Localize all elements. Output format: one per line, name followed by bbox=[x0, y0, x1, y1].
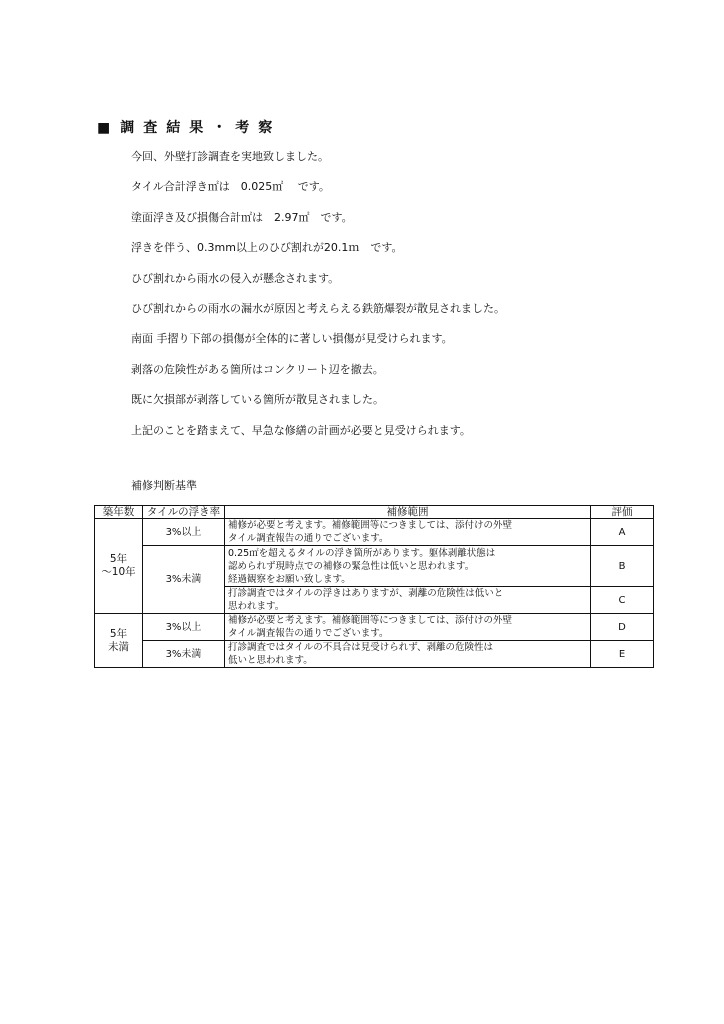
finding-item: ひび割れから雨水の侵入が懸念されます。 bbox=[131, 271, 340, 285]
scope-line: タイル調査報告の通りでございます。 bbox=[228, 628, 389, 639]
table-row bbox=[95, 519, 654, 546]
float-rate-cell: 3%未満 bbox=[143, 546, 225, 614]
age-line: ～10年 bbox=[101, 566, 136, 578]
scope-line: タイル調査報告の通りでございます。 bbox=[228, 533, 389, 544]
square-bullet-icon: ■ bbox=[97, 120, 111, 136]
scope-cell bbox=[225, 546, 591, 587]
finding-item: 浮きを伴う、0.3mm以上のひび割れが20.1ｍ です。 bbox=[131, 241, 403, 255]
grade-cell: B bbox=[591, 546, 654, 587]
scope-cell bbox=[225, 614, 591, 641]
grade-cell: C bbox=[591, 587, 654, 614]
finding-item: 塗面浮き及び損傷合計㎡は 2.97㎡ です。 bbox=[131, 210, 353, 224]
scope-line: 補修が必要と考えます。補修範囲等につきましては、添付けの外壁 bbox=[228, 520, 513, 531]
repair-criteria-table bbox=[94, 505, 654, 668]
finding-item: 今回、外壁打診調査を実地致しました。 bbox=[131, 150, 329, 163]
finding-item: 南面 手摺り下部の損傷が全体的に著しい損傷が見受けられます。 bbox=[131, 332, 453, 346]
finding-item: 既に欠損部が剥落している箇所が散見されました。 bbox=[131, 393, 384, 407]
findings-list bbox=[131, 150, 505, 454]
scope-cell bbox=[225, 519, 591, 546]
float-rate-cell: 3%未満 bbox=[143, 641, 225, 668]
table-header-row bbox=[95, 506, 654, 519]
scope-line: 思われます。 bbox=[228, 601, 285, 612]
header-scope: 補修範囲 bbox=[225, 506, 591, 519]
grade-cell: A bbox=[591, 519, 654, 546]
scope-cell bbox=[225, 641, 591, 668]
scope-line: 補修が必要と考えます。補修範囲等につきましては、添付けの外壁 bbox=[228, 615, 513, 626]
grade-cell: D bbox=[591, 614, 654, 641]
finding-item: ひび割れからの雨水の漏水が原因と考えらえる鉄筋爆裂が散見されました。 bbox=[131, 301, 505, 315]
scope-line: 低いと思われます。 bbox=[228, 655, 313, 666]
age-line: 未満 bbox=[108, 640, 129, 653]
grade-cell: E bbox=[591, 641, 654, 668]
table-row bbox=[95, 641, 654, 668]
table-row bbox=[95, 546, 654, 587]
scope-cell bbox=[225, 587, 591, 614]
section-title: 調査結果・考察 bbox=[120, 120, 282, 136]
scope-line: 経過観察をお願い致します。 bbox=[228, 573, 351, 585]
scope-line: 打診調査ではタイルの不具合は見受けられず、剥離の危険性は bbox=[228, 642, 494, 653]
header-grade: 評価 bbox=[591, 506, 654, 519]
scope-line: 認められず現時点での補修の緊急性は低いと思われます。 bbox=[228, 560, 475, 572]
scope-line: 0.25㎡を超えるタイルの浮き箇所があります。躯体剥離状態は bbox=[228, 547, 496, 559]
age-cell bbox=[95, 614, 143, 668]
float-rate-cell: 3%以上 bbox=[143, 519, 225, 546]
scope-line: 打診調査ではタイルの浮きはありますが、剥離の危険性は低いと bbox=[228, 588, 504, 599]
finding-item: 剥落の危険性がある箇所はコンクリート辺を撤去。 bbox=[131, 362, 384, 376]
age-line: 5年 bbox=[109, 627, 128, 640]
finding-item: タイル合計浮き㎡は 0.025㎡ です。 bbox=[131, 180, 330, 194]
section-heading bbox=[97, 117, 281, 137]
header-age: 築年数 bbox=[95, 506, 143, 519]
age-line: 5年 bbox=[109, 553, 128, 565]
age-cell bbox=[95, 519, 143, 614]
float-rate-cell: 3%以上 bbox=[143, 614, 225, 641]
header-float-rate: タイルの浮き率 bbox=[143, 506, 225, 519]
finding-item: 上記のことを踏まえて、早急な修繕の計画が必要と見受けられます。 bbox=[131, 423, 471, 437]
table-row bbox=[95, 614, 654, 641]
criteria-title: 補修判断基準 bbox=[131, 479, 197, 492]
